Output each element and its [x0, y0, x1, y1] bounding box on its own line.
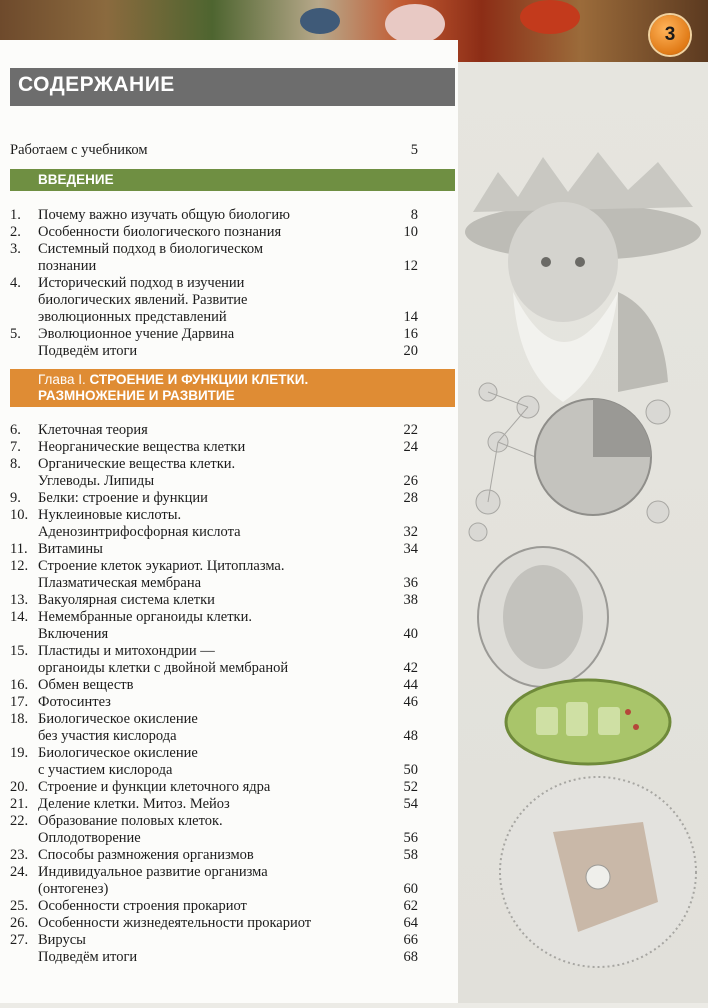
- toc-intro-page: 5: [410, 142, 418, 158]
- toc-row-title: биологических явлений. Развитие: [38, 292, 248, 308]
- toc-row-number: 23.: [10, 847, 29, 863]
- toc-row-number: 8.: [10, 456, 21, 472]
- toc-intro-label: Работаем с учебником: [10, 142, 148, 158]
- section-chapter-1-bar[interactable]: [10, 369, 455, 407]
- toc-row-page: 8: [410, 207, 418, 223]
- toc-row-page: 36: [403, 575, 418, 591]
- toc-row-number: 4.: [10, 275, 21, 291]
- toc-intro-row[interactable]: [0, 140, 458, 160]
- toc-row-title: Системный подход в биологическом: [38, 241, 264, 257]
- toc-row-title: Индивидуальное развитие организма: [38, 864, 268, 880]
- toc-row-title: Образование половых клеток.: [38, 813, 223, 829]
- toc-row-title: Нуклеиновые кислоты.: [38, 507, 182, 523]
- toc-row-page: 32: [403, 524, 418, 540]
- toc-row-page: 16: [403, 326, 418, 342]
- toc-row-number: 12.: [10, 558, 29, 574]
- toc-row-title: (онтогенез): [38, 881, 109, 897]
- toc-row-title: Обмен веществ: [38, 677, 134, 693]
- toc-row-title: Фотосинтез: [38, 694, 111, 710]
- chapter-prefix: Глава I.: [38, 372, 86, 387]
- section-introduction-heading: ВВЕДЕНИЕ: [38, 172, 114, 187]
- toc-row-page: 66: [403, 932, 418, 948]
- toc-row-page: 26: [403, 473, 418, 489]
- toc-row-number: 5.: [10, 326, 21, 342]
- toc-row-number: 1.: [10, 207, 21, 223]
- toc-row-title: Немембранные органоиды клетки.: [38, 609, 252, 625]
- toc-row-number: 15.: [10, 643, 29, 659]
- toc-row-title: Органические вещества клетки.: [38, 456, 236, 472]
- toc-row-title: эволюционных представлений: [38, 309, 227, 325]
- toc-row-number: 6.: [10, 422, 21, 438]
- toc-row-number: 17.: [10, 694, 29, 710]
- toc-row-title: Белки: строение и функции: [38, 490, 208, 506]
- toc-row-page: 38: [403, 592, 418, 608]
- toc-row-number: 24.: [10, 864, 29, 880]
- toc-row-title: Деление клетки. Митоз. Мейоз: [38, 796, 230, 812]
- toc-row-number: 21.: [10, 796, 29, 812]
- toc-row-title: Эволюционное учение Дарвина: [38, 326, 235, 342]
- chromosome-cell-icon: [385, 4, 445, 44]
- page-number-badge: 3: [650, 15, 690, 55]
- toc-row-page: 34: [403, 541, 418, 557]
- toc-row-number: 20.: [10, 779, 29, 795]
- toc-title: СОДЕРЖАНИЕ: [18, 73, 175, 96]
- toc-row-page: 28: [403, 490, 418, 506]
- toc-row-title: Биологическое окисление: [38, 745, 198, 761]
- toc-row-page: 44: [403, 677, 418, 693]
- toc-row-number: 7.: [10, 439, 21, 455]
- toc-row-number: 13.: [10, 592, 29, 608]
- toc-row-title: Оплодотворение: [38, 830, 141, 846]
- toc-row-page: 22: [403, 422, 418, 438]
- toc-row-number: 10.: [10, 507, 29, 523]
- toc-row-page: 54: [403, 796, 418, 812]
- toc-row-title: органоиды клетки с двойной мембраной: [38, 660, 289, 676]
- toc-row-title: Особенности биологического познания: [38, 224, 282, 240]
- chapter-title-line-2: РАЗМНОЖЕНИЕ И РАЗВИТИЕ: [38, 388, 235, 403]
- toc-row-title: Вакуолярная система клетки: [38, 592, 215, 608]
- toc-row-number: 18.: [10, 711, 29, 727]
- decorative-image-icon: [520, 0, 580, 34]
- toc-row-title: Подведём итоги: [38, 343, 138, 359]
- toc-row-page: 10: [403, 224, 418, 240]
- toc-row-title: Исторический подход в изучении: [38, 275, 245, 291]
- toc-row-number: 2.: [10, 224, 21, 240]
- toc-row-title: Включения: [38, 626, 109, 642]
- ciliated-organism-icon: [500, 777, 696, 967]
- toc-row-title: Плазматическая мембрана: [38, 575, 202, 591]
- toc-row-page: 24: [403, 439, 418, 455]
- toc-row-page: 20: [403, 343, 418, 359]
- toc-row-number: 26.: [10, 915, 29, 931]
- toc-row-page: 68: [403, 949, 418, 965]
- toc-row-title: Клеточная теория: [38, 422, 148, 438]
- toc-row-title: Подведём итоги: [38, 949, 138, 965]
- toc-row-page: 14: [403, 309, 418, 325]
- toc-row-number: 11.: [10, 541, 28, 557]
- toc-row-title: Строение клеток эукариот. Цитоплазма.: [38, 558, 285, 574]
- section-chapter-1-heading: [38, 372, 308, 404]
- toc-row-title: Витамины: [38, 541, 103, 557]
- chapter-title-line-1: СТРОЕНИЕ И ФУНКЦИИ КЛЕТКИ.: [89, 372, 309, 387]
- toc-row-page: 50: [403, 762, 418, 778]
- toc-row-title: Строение и функции клеточного ядра: [38, 779, 271, 795]
- toc-row-title: Способы размножения организмов: [38, 847, 254, 863]
- toc-row-title: с участием кислорода: [38, 762, 173, 778]
- toc-row-title: без участия кислорода: [38, 728, 177, 744]
- toc-row-number: 19.: [10, 745, 29, 761]
- toc-row-title: Пластиды и митохондрии —: [38, 643, 215, 659]
- section-introduction-bar[interactable]: [10, 169, 455, 191]
- toc-row-page: 46: [403, 694, 418, 710]
- toc-row-title: Особенности жизнедеятельности прокариот: [38, 915, 312, 931]
- toc-row-page: 48: [403, 728, 418, 744]
- toc-row[interactable]: [0, 341, 458, 361]
- toc-row-title: Почему важно изучать общую биологию: [38, 207, 290, 223]
- toc-row-title: Аденозинтрифосфорная кислота: [38, 524, 241, 540]
- toc-row-page: 60: [403, 881, 418, 897]
- illustration-art: [458, 62, 708, 1003]
- toc-row-page: 64: [403, 915, 418, 931]
- toc-row-title: Биологическое окисление: [38, 711, 198, 727]
- chloroplast-icon: [506, 680, 670, 764]
- toc-row-number: 9.: [10, 490, 21, 506]
- toc-row-number: 27.: [10, 932, 29, 948]
- toc-row-title: Углеводы. Липиды: [38, 473, 155, 489]
- toc-row-title: Особенности строения прокариот: [38, 898, 247, 914]
- toc-row-number: 25.: [10, 898, 29, 914]
- toc-row-number: 14.: [10, 609, 29, 625]
- toc-row-page: 40: [403, 626, 418, 642]
- toc-row-page: 62: [403, 898, 418, 914]
- toc-row-page: 52: [403, 779, 418, 795]
- toc-row-page: 56: [403, 830, 418, 846]
- toc-row-number: 22.: [10, 813, 29, 829]
- toc-row-page: 12: [403, 258, 418, 274]
- toc-row-number: 16.: [10, 677, 29, 693]
- toc-row-number: 3.: [10, 241, 21, 257]
- toc-row[interactable]: [0, 947, 458, 967]
- toc-row-page: 58: [403, 847, 418, 863]
- illustration-panel: [458, 62, 708, 1003]
- toc-row-page: 42: [403, 660, 418, 676]
- toc-row-title: Вирусы: [38, 932, 86, 948]
- toc-row-title: Неорганические вещества клетки: [38, 439, 246, 455]
- toc-row-title: познании: [38, 258, 97, 274]
- bird-icon: [300, 8, 340, 34]
